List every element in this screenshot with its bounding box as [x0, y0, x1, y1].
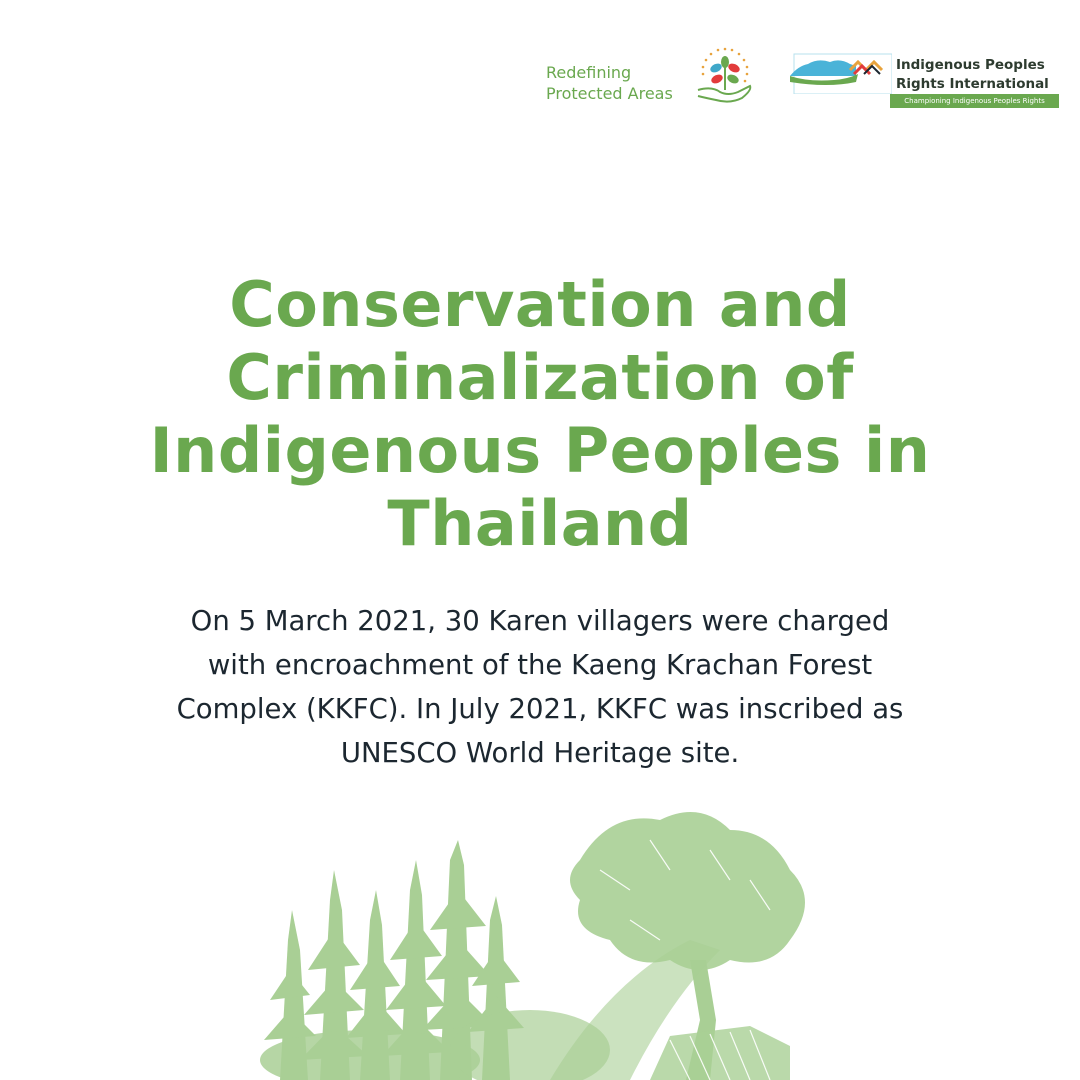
rpa-logo-line2: Protected Areas — [546, 84, 673, 103]
ipri-mountain-icon — [788, 52, 892, 94]
summary-line4: UNESCO World Heritage site. — [340, 737, 740, 769]
ipri-tagline: Championing Indigenous Peoples Rights — [890, 94, 1059, 108]
redefining-protected-areas-logo — [546, 46, 758, 108]
ipri-logo — [788, 52, 1060, 110]
page-title — [80, 268, 1000, 560]
summary-line1: On 5 March 2021, 30 Karen villagers were charged — [190, 605, 890, 637]
summary-line2: with encroachment of the Kaeng Krachan Forest — [207, 649, 873, 681]
title-line4: Thailand — [387, 487, 693, 560]
title-line2: Criminalization of — [226, 341, 854, 414]
seedling-hand-icon — [694, 46, 756, 108]
ipri-logo-line2: Rights International — [896, 76, 1049, 92]
title-line3: Indigenous Peoples in — [149, 414, 931, 487]
rpa-logo-line1: Redefining — [546, 63, 632, 82]
rpa-logo-text — [546, 62, 673, 104]
summary-paragraph — [110, 599, 970, 775]
forest-hut-illustration — [250, 800, 830, 1080]
title-line1: Conservation and — [229, 268, 851, 341]
summary-line3: Complex (KKFC). In July 2021, KKFC was inscribed as — [176, 693, 904, 725]
ipri-logo-text — [896, 56, 1049, 94]
ipri-logo-line1: Indigenous Peoples — [896, 57, 1045, 73]
